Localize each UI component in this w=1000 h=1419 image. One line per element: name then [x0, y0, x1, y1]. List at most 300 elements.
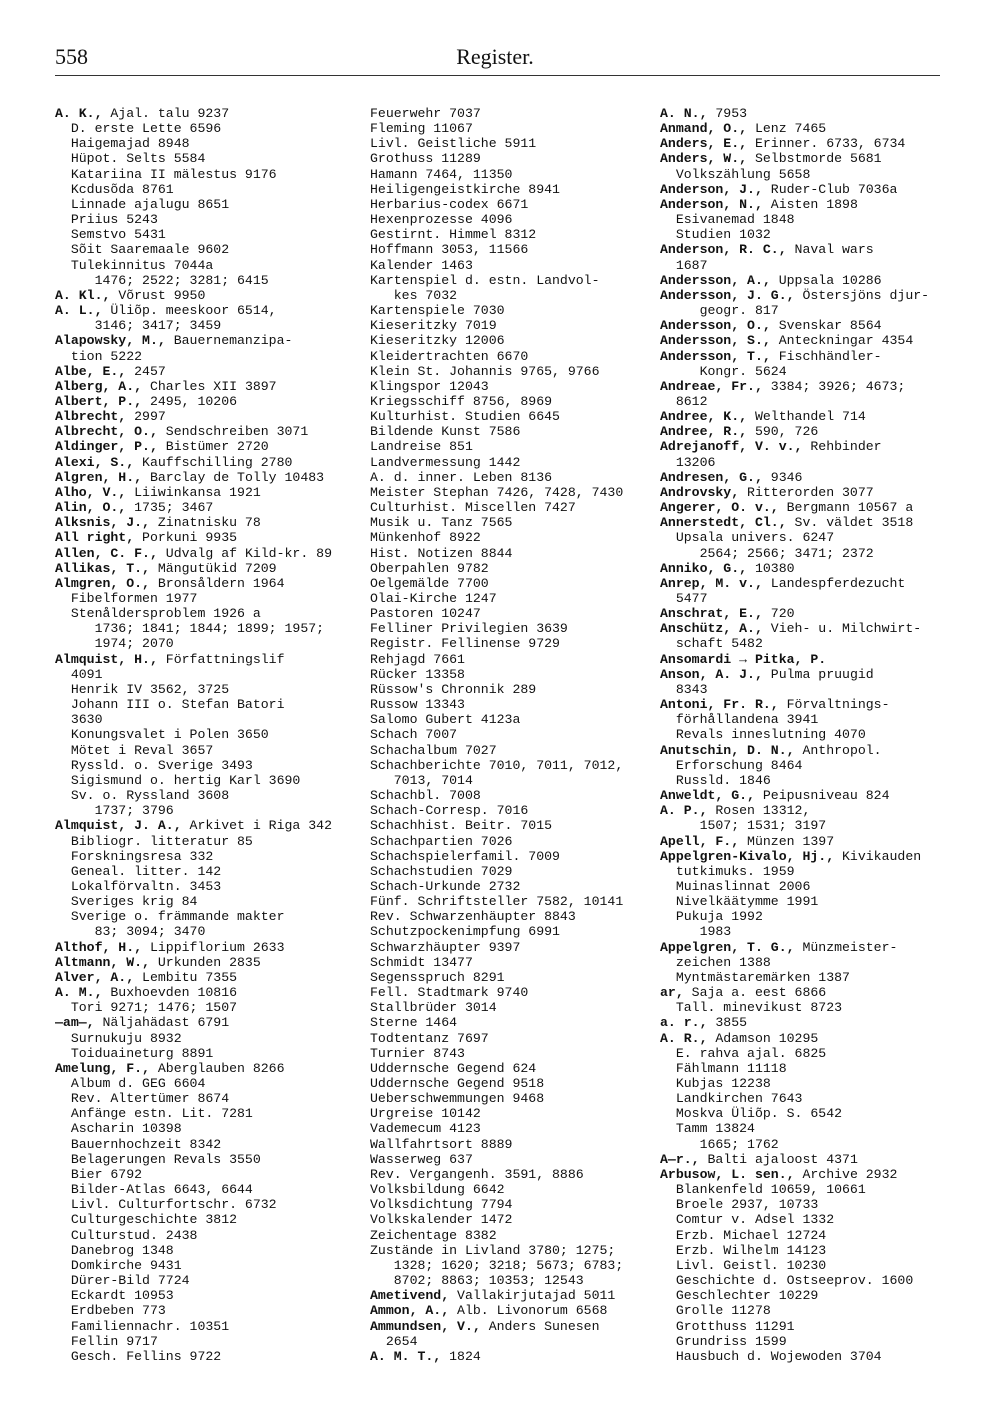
index-line [370, 318, 660, 333]
index-line [660, 227, 950, 242]
index-text: Wasserweg 637 [370, 1151, 473, 1167]
index-headword: Alin, O., [55, 500, 127, 516]
index-text: Katariina II mälestus 9176 [55, 166, 277, 182]
index-line [370, 1167, 660, 1182]
index-text: Schachpartien 7026 [370, 833, 513, 849]
index-line [370, 258, 660, 273]
index-line [55, 606, 345, 621]
index-line [370, 743, 660, 758]
index-line [660, 546, 950, 561]
index-line [55, 697, 345, 712]
index-headword: Arbusow, L. sen., [660, 1166, 795, 1182]
index-headword: A. R., [660, 1030, 708, 1046]
index-text: Zinatnisku 78 [149, 515, 261, 531]
index-text: Kivikauden [834, 848, 922, 864]
index-text: Erzb. Michael 12724 [660, 1227, 827, 1243]
index-line [660, 500, 950, 515]
index-line [370, 212, 660, 227]
index-line [660, 773, 950, 788]
index-text: Livl. Culturfortschr. 6732 [55, 1197, 277, 1213]
index-headword: Anschrat, E., [660, 606, 763, 622]
index-text: Heiligengeistkirche 8941 [370, 181, 560, 197]
index-text: Meister Stephan 7426, 7428, 7430 [370, 484, 624, 500]
index-headword: Albrecht, [55, 409, 127, 425]
index-line [55, 1152, 345, 1167]
index-text: Feuerwehr 7037 [370, 106, 481, 121]
index-line [370, 167, 660, 182]
index-line [55, 394, 345, 409]
index-text: Porkuni 9935 [134, 530, 238, 546]
index-text: Volkszählung 5658 [660, 166, 811, 182]
index-text: Hoffmann 3053, 11566 [370, 242, 529, 258]
index-line [55, 318, 345, 333]
index-text: Münzen 1397 [739, 833, 835, 849]
index-text: Charles XII 3897 [142, 378, 277, 394]
index-line [660, 606, 950, 621]
index-line [370, 394, 660, 409]
index-text: 3384; 3926; 4673; [762, 378, 906, 394]
index-text: 4091 [55, 666, 103, 682]
index-line [660, 667, 950, 682]
index-line [55, 379, 345, 394]
index-headword: A. L., [55, 303, 103, 319]
index-line [370, 955, 660, 970]
index-text: 3146; 3417; 3459 [55, 318, 222, 334]
index-line [660, 621, 950, 636]
index-text: Salomo Gubert 4123a [370, 712, 521, 728]
index-headword: Annerstedt, Cl., [660, 515, 787, 531]
index-line [55, 258, 345, 273]
index-line [55, 136, 345, 151]
index-text: Grothuss 11289 [370, 151, 481, 167]
index-headword: Anderson, R. C., [660, 242, 787, 258]
index-line [660, 258, 950, 273]
index-text: Adamson 10295 [707, 1030, 819, 1046]
index-line [660, 1303, 950, 1318]
index-text: Haigemajad 8948 [55, 136, 190, 152]
index-line [55, 364, 345, 379]
index-line [370, 1000, 660, 1015]
index-text: 8612 [660, 393, 708, 409]
index-text: Lenz 7465 [747, 121, 827, 137]
index-text: Balti ajaloost 4371 [699, 1151, 858, 1167]
index-line [55, 667, 345, 682]
index-text: Kongr. 5624 [660, 363, 787, 379]
index-line [370, 727, 660, 742]
index-text: Mängutükid 7209 [149, 560, 277, 576]
index-line [55, 1076, 345, 1091]
index-text: Hausbuch d. Wojewoden 3704 [660, 1348, 882, 1364]
index-line [55, 106, 345, 121]
index-text: Fischhändler- [770, 348, 882, 364]
index-text: Arkivet i Riga 342 [181, 818, 332, 834]
index-text: Rev. Schwarzenhäupter 8843 [370, 909, 576, 925]
index-headword: Anutschin, D. N., [660, 742, 795, 758]
index-text: Segensspruch 8291 [370, 969, 505, 985]
index-line [370, 1182, 660, 1197]
index-line [370, 1121, 660, 1136]
index-text: Rücker 13358 [370, 666, 465, 682]
index-line [55, 636, 345, 651]
index-text: Bildende Kunst 7586 [370, 424, 521, 440]
index-text: Anteckningar 4354 [770, 333, 914, 349]
index-headword: Amelung, F., [55, 1060, 150, 1076]
index-text: Landvermessung 1442 [370, 454, 521, 470]
index-text: Schachberichte 7010, 7011, 7012, [370, 757, 624, 773]
index-text: Bier 6792 [55, 1166, 143, 1182]
index-line [660, 834, 950, 849]
index-line [660, 894, 950, 909]
index-text: Upsala univers. 6247 [660, 530, 835, 546]
index-text: Författningslif [157, 651, 285, 667]
index-text: Olai-Kirche 1247 [370, 591, 497, 606]
index-line [55, 788, 345, 803]
index-text: Vademecum 4123 [370, 1121, 481, 1137]
index-text: 720 [762, 606, 795, 622]
index-line [370, 788, 660, 803]
index-headword: Anschütz, A., [660, 621, 763, 637]
index-line [55, 1273, 345, 1288]
index-line [660, 682, 950, 697]
index-text: Priius 5243 [55, 212, 158, 228]
index-text: Volksbildung 6642 [370, 1182, 505, 1198]
index-line [660, 1061, 950, 1076]
index-line [660, 1137, 950, 1152]
index-line [660, 182, 950, 197]
index-line [660, 515, 950, 530]
index-line [55, 1000, 345, 1015]
index-headword: Andree, K., [660, 409, 748, 425]
index-text: Hexenprozesse 4096 [370, 212, 513, 228]
index-line [660, 318, 950, 333]
index-line [55, 1228, 345, 1243]
index-line [370, 273, 660, 288]
index-line [55, 333, 345, 348]
index-line [55, 561, 345, 576]
index-text: Ryssld. o. Sverige 3493 [55, 757, 253, 773]
index-text: Zeichentage 8382 [370, 1227, 497, 1243]
index-line [370, 424, 660, 439]
index-line [370, 773, 660, 788]
index-line [660, 136, 950, 151]
index-line [370, 227, 660, 242]
index-line [370, 1228, 660, 1243]
index-line [55, 424, 345, 439]
index-line [55, 167, 345, 182]
index-line [660, 409, 950, 424]
index-headword: Alapowsky, M., [55, 333, 166, 349]
index-text: Rehbinder [802, 439, 882, 455]
index-text: Anthropol. [794, 742, 882, 758]
index-text: Münkenhof 8922 [370, 530, 481, 546]
index-line [370, 636, 660, 651]
index-text: Gestirnt. Himmel 8312 [370, 227, 537, 243]
index-line [660, 197, 950, 212]
index-line [660, 576, 950, 591]
index-text: Volksdichtung 7794 [370, 1197, 513, 1213]
index-text: Fellin 9717 [55, 1333, 158, 1349]
index-line [660, 106, 950, 121]
index-line [660, 349, 950, 364]
index-column-2 [370, 106, 660, 1364]
index-line [55, 182, 345, 197]
index-text: 8343 [660, 681, 708, 697]
index-text: 2457 [126, 363, 166, 379]
index-text: 590, 726 [747, 424, 819, 440]
index-text: Kieseritzky 7019 [370, 318, 497, 334]
index-line [55, 303, 345, 318]
index-text: 2495, 10206 [142, 393, 238, 409]
index-line [370, 333, 660, 348]
index-line [55, 1091, 345, 1106]
index-headword: Ammundsen, V., [370, 1318, 481, 1334]
index-text: Klein St. Johannis 9765, 9766 [370, 363, 600, 379]
index-line [55, 621, 345, 636]
page-number: 558 [55, 44, 88, 69]
index-line [55, 1288, 345, 1303]
index-text: Kleidertrachten 6670 [370, 348, 529, 364]
index-text: tion 5222 [55, 348, 143, 364]
index-line [370, 1349, 660, 1364]
index-text: Sv. väldet 3518 [786, 515, 914, 531]
index-text: Rüssow's Chronnik 289 [370, 681, 537, 697]
index-line [660, 485, 950, 500]
index-text: Sv. o. Ryssland 3608 [55, 788, 230, 804]
index-line [55, 455, 345, 470]
index-text: Ascharin 10398 [55, 1121, 182, 1137]
index-line [370, 121, 660, 136]
index-text: 1476; 2522; 3281; 6415 [55, 272, 269, 288]
index-text: Turnier 8743 [370, 1045, 465, 1061]
index-headword: Andresen, G., [660, 469, 763, 485]
index-text: Anfänge estn. Lit. 7281 [55, 1106, 253, 1122]
index-line [370, 288, 660, 303]
index-text: Mötet i Reval 3657 [55, 742, 214, 758]
index-line [370, 591, 660, 606]
index-line [370, 909, 660, 924]
index-text: Landkirchen 7643 [660, 1091, 803, 1107]
index-headword: Anniko, G., [660, 560, 748, 576]
index-text: Oberpahlen 9782 [370, 560, 489, 576]
index-line [370, 576, 660, 591]
index-text: Kartenspiele 7030 [370, 303, 505, 319]
index-text: Album d. GEG 6604 [55, 1076, 206, 1091]
index-text: Grundriss 1599 [660, 1333, 787, 1349]
index-line [370, 894, 660, 909]
index-line [660, 758, 950, 773]
index-line [370, 379, 660, 394]
index-line [660, 379, 950, 394]
index-text: Pulma pruugid [762, 666, 874, 682]
index-line [660, 970, 950, 985]
index-text: Muinaslinnat 2006 [660, 878, 811, 894]
index-text: Schutzpockenimpfung 6991 [370, 924, 560, 940]
index-line [370, 455, 660, 470]
index-line [660, 273, 950, 288]
index-line [370, 1303, 660, 1318]
index-headword: Almquist, J. A., [55, 818, 182, 834]
index-line [55, 818, 345, 833]
index-line [370, 485, 660, 500]
index-text: Bronsåldern 1964 [149, 575, 285, 591]
index-line [55, 530, 345, 545]
index-text: Kieseritzky 12006 [370, 333, 505, 349]
index-line [660, 1273, 950, 1288]
index-headword: Allen, C. F., [55, 545, 158, 561]
index-line [660, 1243, 950, 1258]
index-text: Kubjas 12238 [660, 1076, 771, 1091]
index-headword: Alho, V., [55, 484, 127, 500]
index-text: Landespferdezucht [762, 575, 906, 591]
index-line [660, 394, 950, 409]
index-line [370, 621, 660, 636]
index-headword: Ammon, A., [370, 1303, 450, 1319]
index-text: 1507; 1531; 3197 [660, 818, 827, 834]
index-text: Livl. Geistl. 10230 [660, 1257, 827, 1273]
index-text: Russld. 1846 [660, 772, 771, 788]
index-line [370, 197, 660, 212]
index-headword: Angerer, O. v., [660, 500, 779, 516]
index-line [370, 1046, 660, 1061]
index-line [660, 333, 950, 348]
index-line [660, 1212, 950, 1227]
index-line [370, 349, 660, 364]
index-line [55, 515, 345, 530]
index-line [370, 1031, 660, 1046]
index-line [55, 652, 345, 667]
index-line [660, 424, 950, 439]
index-line [660, 727, 950, 742]
index-text: Herbarius-codex 6671 [370, 196, 529, 212]
index-text: Sveriges krig 84 [55, 894, 198, 910]
index-text: 83; 3094; 3470 [55, 924, 206, 940]
index-text: 2564; 2566; 3471; 2372 [660, 545, 874, 561]
index-text: 1736; 1841; 1844; 1899; 1957; [55, 621, 325, 637]
index-text: Kcdusõda 8761 [55, 181, 174, 197]
index-column-3 [660, 106, 950, 1364]
index-line [55, 682, 345, 697]
index-headword: ar, [660, 985, 684, 1001]
index-text: Sendschreiben 3071 [157, 424, 309, 440]
index-text: Blankenfeld 10659, 10661 [660, 1182, 866, 1198]
index-line [55, 1031, 345, 1046]
index-line [660, 879, 950, 894]
index-headword: Andersson, S., [660, 333, 771, 349]
index-headword: Alksnis, J., [55, 515, 150, 531]
index-line [370, 940, 660, 955]
index-text: Schach-Corresp. 7016 [370, 803, 529, 819]
index-line [660, 167, 950, 182]
index-text: Ritterorden 3077 [739, 484, 874, 500]
index-text: Nivelkäätymme 1991 [660, 894, 819, 910]
index-text: Grolle 11278 [660, 1303, 771, 1319]
index-text: Schmidt 13477 [370, 954, 473, 970]
index-headword: Almquist, H., [55, 651, 158, 667]
index-line [370, 364, 660, 379]
index-text: Moskva Üliõp. S. 6542 [660, 1106, 843, 1122]
index-text: Schach 7007 [370, 727, 458, 743]
index-text: Fünf. Schriftsteller 7582, 10141 [370, 894, 624, 910]
index-text: Ueberschwemmungen 9468 [370, 1091, 545, 1107]
index-text: Udvalg af Kild-kr. 89 [157, 545, 332, 561]
index-text: 1974; 2070 [55, 636, 174, 652]
index-text: Pukuja 1992 [660, 909, 763, 925]
index-headword: Althof, H., [55, 939, 143, 955]
index-line [370, 818, 660, 833]
index-line [370, 712, 660, 727]
index-line [660, 1106, 950, 1121]
index-line [660, 940, 950, 955]
index-headword: Andree, R., [660, 424, 748, 440]
index-line [660, 1258, 950, 1273]
index-text: Stallbrüder 3014 [370, 1000, 497, 1016]
index-text: 7953 [707, 106, 748, 121]
index-line [660, 636, 950, 651]
index-text: Tulekinnitus 7044a [55, 257, 214, 273]
index-line [660, 1288, 950, 1303]
index-headword: Anrep, M. v., [660, 575, 763, 591]
index-text: Zustände in Livland 3780; 1275; [370, 1242, 616, 1258]
index-headword: Ansomardi [660, 651, 732, 667]
index-line [55, 242, 345, 257]
index-text: Culturgeschichte 3812 [55, 1212, 238, 1228]
index-text: Uppsala 10286 [770, 272, 882, 288]
index-text: Tori 9271; 1476; 1507 [55, 1000, 238, 1016]
index-headword: a. r., [660, 1015, 708, 1031]
index-line [370, 1258, 660, 1273]
index-line [55, 803, 345, 818]
index-text: Erforschung 8464 [660, 757, 803, 773]
index-text: Lembitu 7355 [134, 969, 238, 985]
index-text: E. rahva ajal. 6825 [660, 1045, 827, 1061]
index-text: Kartenspiel d. estn. Landvol- [370, 272, 600, 288]
index-text: 2654 [370, 1333, 418, 1349]
index-text: 7013, 7014 [370, 772, 473, 788]
index-text: Anders Sunesen [480, 1318, 600, 1334]
index-text: Schachhist. Beitr. 7015 [370, 818, 553, 834]
index-text: Bistümer 2720 [157, 439, 269, 455]
index-text: Familiennachr. 10351 [55, 1318, 230, 1334]
index-text: Rosen 13312, [707, 803, 811, 819]
index-line [370, 136, 660, 151]
index-text: Culturhist. Miscellen 7427 [370, 500, 576, 516]
index-text: Fleming 11067 [370, 121, 473, 137]
index-text: Peipusniveau 824 [754, 788, 890, 804]
index-text: Schachstudien 7029 [370, 863, 513, 879]
index-line [55, 1212, 345, 1227]
index-line [660, 864, 950, 879]
index-line [660, 1046, 950, 1061]
index-line [55, 1061, 345, 1076]
index-text: Wallfahrtsort 8889 [370, 1136, 513, 1152]
index-headword: Albert, P., [55, 393, 143, 409]
index-text: 3855 [707, 1015, 748, 1031]
index-line [370, 242, 660, 257]
index-line [370, 1137, 660, 1152]
index-text: Livl. Geistliche 5911 [370, 136, 537, 152]
index-headword: A. M. T., [370, 1348, 442, 1364]
index-column-1 [55, 106, 345, 1364]
index-text: Volkskalender 1472 [370, 1212, 513, 1228]
index-headword: A—r., [660, 1151, 700, 1167]
index-line [55, 1349, 345, 1364]
index-line [660, 151, 950, 166]
index-text: Urkunden 2835 [149, 954, 261, 970]
index-text: Sverige o. främmande makter [55, 909, 285, 925]
index-line [370, 652, 660, 667]
index-line [55, 1334, 345, 1349]
index-line [55, 197, 345, 212]
